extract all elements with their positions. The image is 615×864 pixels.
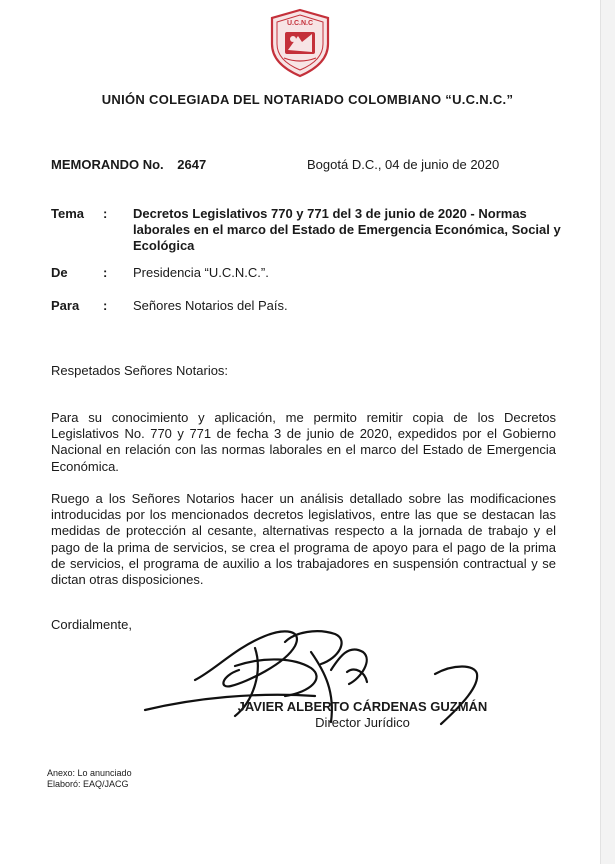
prepared-by-note: Elaboró: EAQ/JACG (47, 779, 129, 789)
body-paragraph-2: Ruego a los Señores Notarios hacer un análisis detallado sobre las modificaciones introducidas por los mencionados decretos legislativos, entre las que se destacan las medidas de protección al cesante, alternativas respecto a la jornada de trabajo y el pago de la prima de servicios, se crea el programa de apoyo para el pago de la prima de servicios, el programa de auxilio a los trabajadores en suspensión contractual y se dictan otras disposiciones. (51, 491, 556, 588)
tema-colon: : (103, 206, 108, 221)
ucnc-seal-logo (268, 8, 332, 78)
svg-text:U.C.N.C: U.C.N.C (286, 20, 314, 27)
tema-label: Tema (51, 206, 84, 221)
de-colon: : (103, 265, 108, 280)
annex-note: Anexo: Lo anunciado (47, 768, 132, 778)
closing: Cordialmente, (51, 617, 132, 632)
para-value: Señores Notarios del País. (133, 298, 288, 313)
body-paragraph-1: Para su conocimiento y aplicación, me permito remitir copia de los Decretos Legislativos No. 770 y 771 de fecha 3 de junio de 2020, expedidos por el Gobierno Nacional en relación con las normas laborales en el marco del Estado de Emergencia Económica. (51, 410, 556, 474)
signatory-role: Director Jurídico (315, 715, 410, 730)
tema-value: Decretos Legislativos 770 y 771 del 3 de junio de 2020 - Normas laborales en el marco del Estado de Emergencia Económica, Social y Ecológica (133, 206, 561, 253)
signatory-name: JAVIER ALBERTO CÁRDENAS GUZMÁN (237, 699, 488, 714)
para-colon: : (103, 298, 108, 313)
page-edge-shadow (600, 0, 615, 864)
de-label: De (51, 265, 68, 280)
de-value: Presidencia “U.C.N.C.”. (133, 265, 269, 280)
organization-title: UNIÓN COLEGIADA DEL NOTARIADO COLOMBIANO “U.C.N.C.” (101, 92, 514, 107)
salutation: Respetados Señores Notarios: (51, 363, 229, 378)
memo-number-line (51, 157, 206, 172)
memo-date: Bogotá D.C., 04 de junio de 2020 (307, 157, 500, 172)
memo-number-label: MEMORANDO No. (51, 157, 164, 172)
memo-number: 2647 (177, 157, 207, 172)
para-label: Para (51, 298, 80, 313)
